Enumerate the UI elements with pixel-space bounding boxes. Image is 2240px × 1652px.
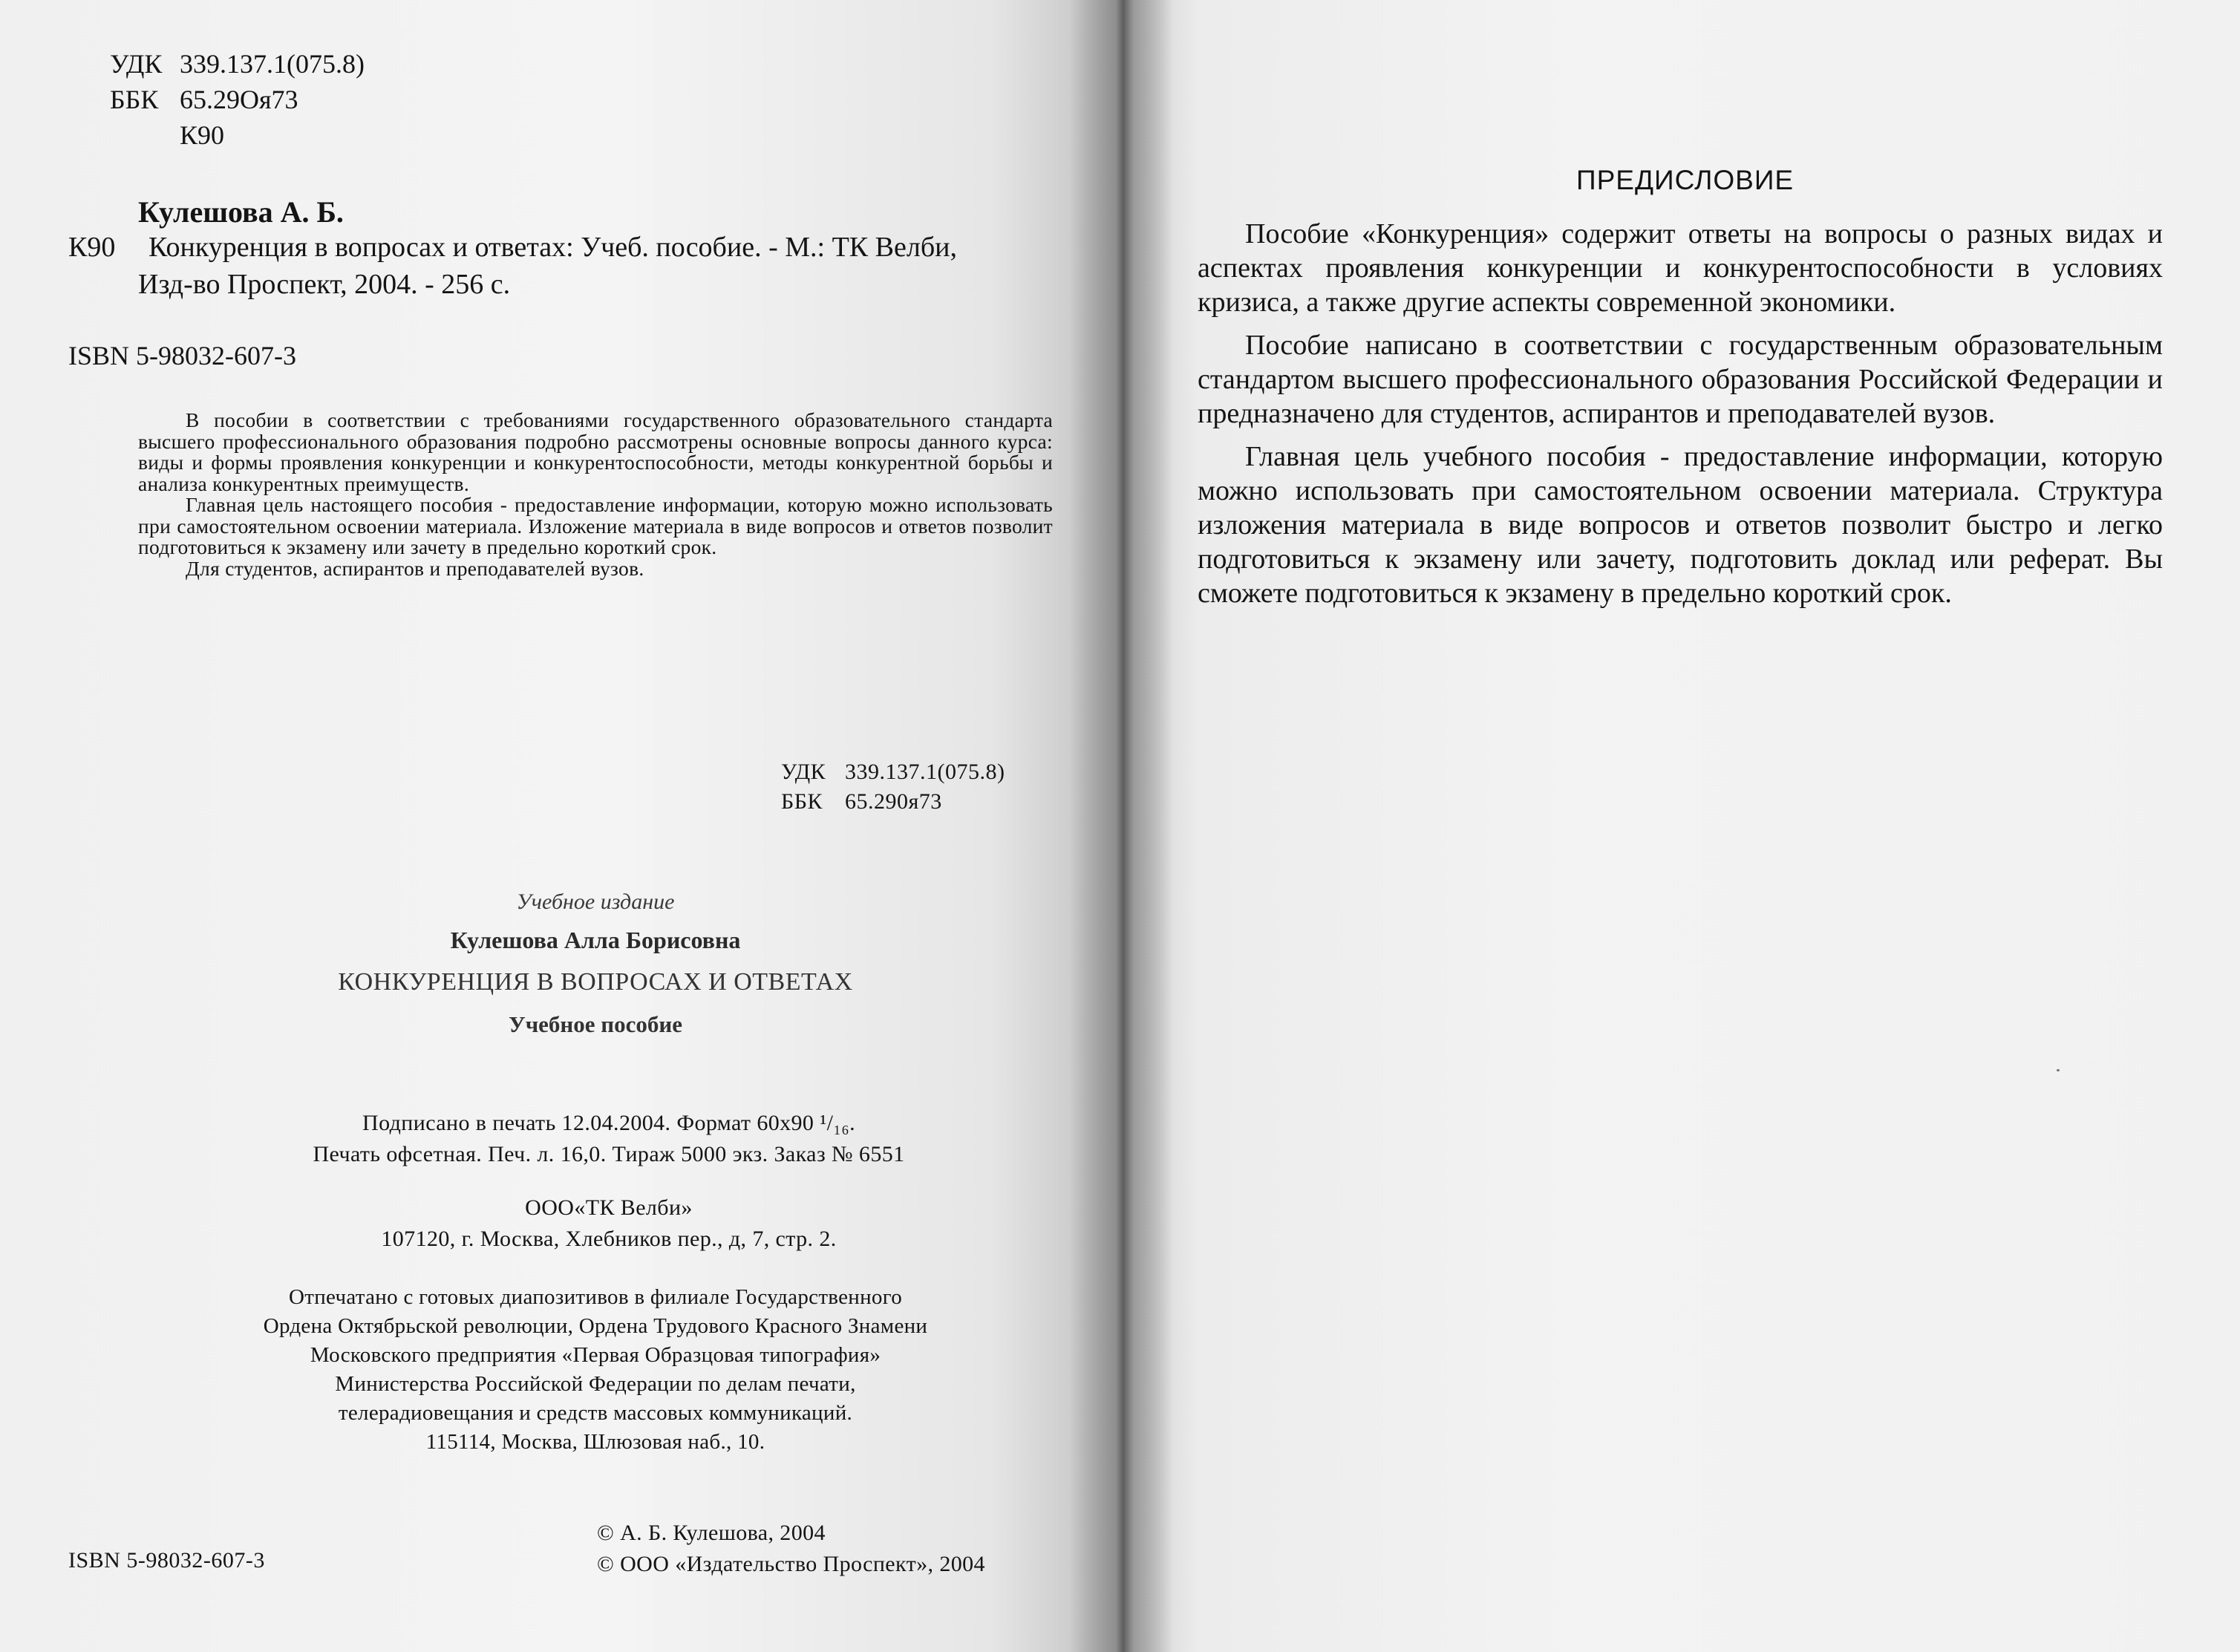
right-page	[1132, 0, 2240, 1652]
author-sign: К90	[180, 120, 225, 150]
book-gutter	[1069, 0, 1173, 1652]
udc-row-small	[781, 757, 1005, 787]
printer-info	[138, 1283, 1053, 1457]
preface-paragraph: Пособие написано в соответствии с государственным образовательным стандартом высшего профессионального образования Российской Федерации и предназначено для студентов, аспирантов и преподавателей вузов.	[1198, 330, 2163, 429]
classification-codes	[110, 46, 365, 153]
annotation-paragraph: В пособии в соответствии с требованиями государственного образовательного стандарта высшего профессионального образования подробно рассмотрены основные вопросы данного курса: виды и формы проявления конкуренции и конкурентоспособности, методы конкурентной борьбы и анализа конкурентных преимуществ.	[138, 408, 1053, 495]
bbk-row-small	[781, 787, 1005, 817]
publisher-info	[245, 1192, 973, 1255]
isbn-top: ISBN 5-98032-607-3	[68, 341, 296, 370]
udc-value-small: 339.137.1(075.8)	[845, 760, 1005, 784]
classification-codes-small	[781, 757, 1005, 817]
printer-line: телерадиовещания и средств массовых коммуникаций.	[338, 1401, 853, 1425]
printer-line: Ордена Октябрьской революции, Ордена Трудового Красного Знамени	[263, 1314, 928, 1338]
copyright-line: © ООО «Издательство Проспект», 2004	[597, 1552, 985, 1576]
bib-line-1: Конкуренция в вопросах и ответах: Учеб. пособие. - М.: ТК Велби,	[148, 232, 957, 263]
bbk-value: 65.29Оя73	[180, 85, 298, 114]
print-info	[245, 1108, 973, 1170]
edition-title: КОНКУРЕНЦИЯ В ВОПРОСАХ И ОТВЕТАХ	[338, 968, 853, 996]
printer-line: 115114, Москва, Шлюзовая наб., 10.	[425, 1430, 765, 1454]
edition-type: Учебное издание	[516, 889, 675, 914]
preface-paragraph: Главная цель учебного пособия - предоставление информации, которую можно использовать при самостоятельном освоении материала. Структура изложения материала в виде вопросов и ответов позволит быстро и легко подготовиться к экзамену или зачету, подготовить доклад или реферат. Вы сможете подготовиться к экзамену в предельно короткий срок.	[1198, 441, 2163, 609]
printer-line: Отпечатано с готовых диапозитивов в филиале Государственного	[288, 1285, 903, 1309]
copyright-notice	[597, 1518, 985, 1580]
udc-row	[110, 46, 365, 82]
copyright-line: © А. Б. Кулешова, 2004	[597, 1521, 826, 1545]
printer-line: Московского предприятия «Первая Образцовая типография»	[310, 1343, 881, 1367]
preface-paragraph: Пособие «Конкуренция» содержит ответы на вопросы о разных видах и аспектах проявления конкуренции и конкурентоспособности в условиях кризиса, а также другие аспекты современной экономики.	[1198, 218, 2163, 318]
udc-label: УДК	[110, 49, 163, 79]
preface-title: ПРЕДИСЛОВИЕ	[1576, 165, 1795, 195]
bbk-value-small: 65.290я73	[845, 789, 942, 814]
publisher-name: ООО«ТК Велби»	[525, 1195, 693, 1220]
bib-line-2: Изд-во Проспект, 2004. - 256 с.	[138, 269, 511, 300]
annotation	[138, 410, 1053, 579]
annotation-paragraph: Главная цель настоящего пособия - предоставление информации, которую можно использовать при самостоятельном освоении материала. Изложение материала в виде вопросов и ответов позволит подготовиться к экзамену или зачету в предельно короткий срок.	[138, 493, 1053, 558]
bbk-label-small: ББК	[781, 789, 823, 814]
author-sign-row	[110, 117, 365, 153]
bbk-label: ББК	[110, 85, 159, 114]
print-info-line: Печать офсетная. Печ. л. 16,0. Тираж 5000 экз. Заказ № 6551	[313, 1142, 905, 1166]
bibliographic-record	[68, 229, 957, 266]
bib-code: К90	[68, 232, 116, 263]
publisher-address: 107120, г. Москва, Хлебников пер., д, 7, стр. 2.	[381, 1227, 837, 1251]
printer-line: Министерства Российской Федерации по делам печати,	[335, 1372, 856, 1396]
bbk-row	[110, 82, 365, 117]
scan-speck	[2057, 1069, 2060, 1071]
annotation-paragraph: Для студентов, аспирантов и преподавателей вузов.	[186, 556, 644, 580]
udc-label-small: УДК	[781, 760, 826, 784]
udc-value: 339.137.1(075.8)	[180, 49, 365, 79]
preface-body	[1198, 217, 2163, 619]
print-info-line: Подписано в печать 12.04.2004. Формат 60х90 ¹/₁₆.	[362, 1111, 855, 1135]
isbn-bottom: ISBN 5-98032-607-3	[68, 1548, 265, 1573]
edition-kind: Учебное пособие	[508, 1011, 683, 1037]
edition-author: Кулешова Алла Борисовна	[450, 927, 741, 953]
author-name: Кулешова А. Б.	[138, 195, 344, 229]
